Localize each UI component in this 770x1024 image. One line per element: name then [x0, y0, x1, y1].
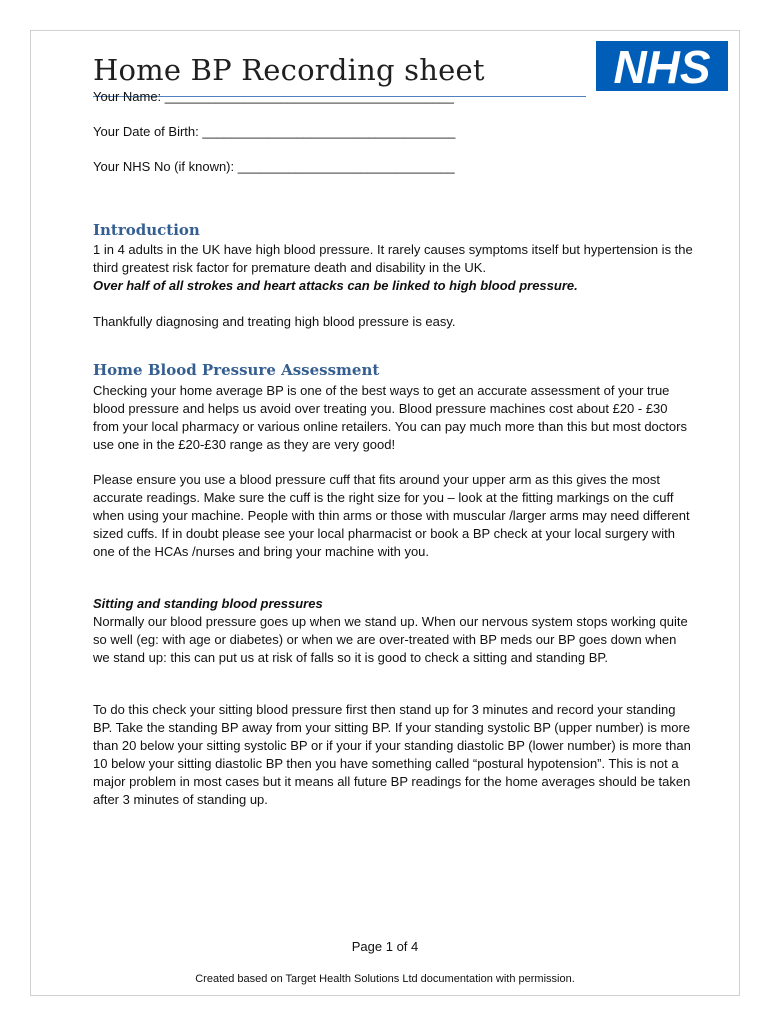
assessment-heading: Home Blood Pressure Assessment [93, 361, 380, 379]
introduction-heading: Introduction [93, 221, 200, 239]
sitting-standing-paragraph-2: To do this check your sitting blood pressure first then stand up for 3 minutes and record your standing BP. Take the standing BP away from your sitting BP. If your standing systolic BP (upper number) is more than 20 below your sitting systolic BP or if your if your standing diastolic BP (lower number) is more than 10 below your sitting diastolic BP then you have something called “postural hypotension”. This is not a major problem in most cases but it means all future BP readings for the home averages should be taken after 3 minutes of standing up. [93, 702, 691, 807]
sitting-standing-heading: Sitting and standing blood pressures [93, 596, 323, 611]
nhs-logo [596, 41, 728, 91]
nhs-logo-text: NHS [613, 41, 711, 91]
assessment-paragraph-1: Checking your home average BP is one of the best ways to get an accurate assessment of your true blood pressure and helps us avoid over treating you. Blood pressure machines cost about £20 - £30 from your local pharmacy or various online retailers. You can pay much more than this but most doctors use one in the £20-£30 range as they are very good! [93, 383, 687, 452]
dob-field: Your Date of Birth: ___________________________________ [93, 124, 456, 139]
assessment-paragraph-2: Please ensure you use a blood pressure cuff that fits around your upper arm as this gives the most accurate readings. Make sure the cuff is the right size for you – look at the fitting markings on the cuff when using your machine. People with thin arms or those with muscular /larger arms may need different sized cuffs. If in doubt please see your local pharmacist or book a BP check at your local surgery with one of the HCAs /nurses and bring your machine with you. [93, 472, 690, 559]
page-title: Home BP Recording sheet [93, 53, 485, 87]
introduction-text: 1 in 4 adults in the UK have high blood pressure. It rarely causes symptoms itself but hypertension is the third greatest risk factor for premature death and disability in the UK. [93, 242, 693, 275]
sitting-standing-paragraph-1: Normally our blood pressure goes up when we stand up. When our nervous system stops working quite so well (eg: with age or diabetes) or when we are over-treated with BP meds our BP goes down when we stand up: this can put us at risk of falls so it is good to check a sitting and standing BP. [93, 614, 688, 665]
introduction-paragraph [93, 241, 693, 295]
introduction-emphasis: Over half of all strokes and heart attacks can be linked to high blood pressure. [93, 278, 578, 293]
footer-credit: Created based on Target Health Solutions Ltd documentation with permission. [195, 973, 575, 985]
introduction-paragraph-2: Thankfully diagnosing and treating high blood pressure is easy. [93, 314, 456, 329]
nhs-number-field: Your NHS No (if known): ______________________________ [93, 159, 455, 174]
name-field: Your Name: ________________________________________ [93, 89, 454, 104]
page-number: Page 1 of 4 [351, 939, 419, 954]
document-page [30, 30, 740, 996]
